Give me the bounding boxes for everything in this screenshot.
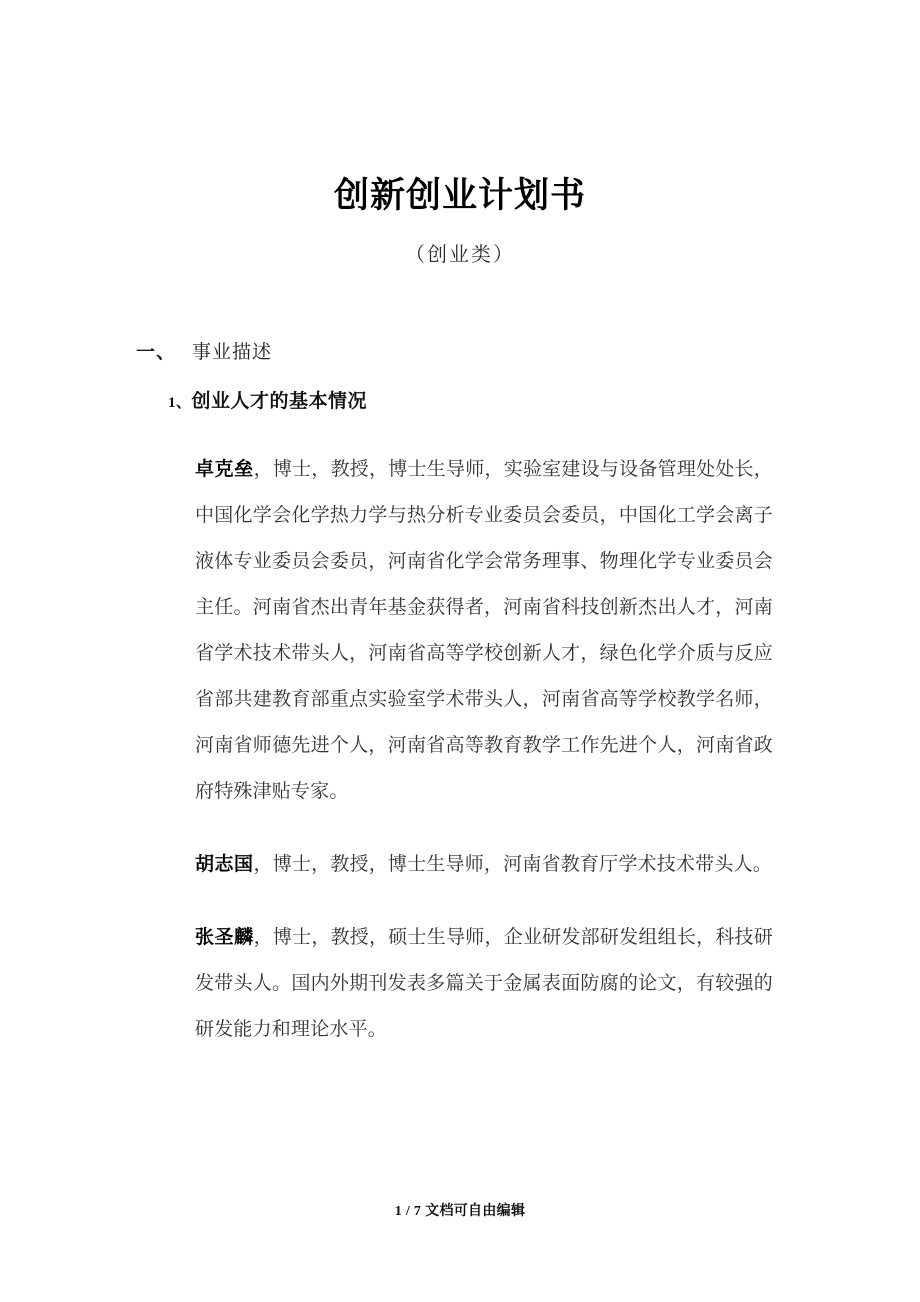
page-title: 创新创业计划书 <box>333 176 586 215</box>
section-number: 一、 <box>136 342 177 363</box>
person-description: ，博士，教授，博士生导师，河南省教育厅学术技术带头人。 <box>253 854 772 875</box>
page-footer <box>0 1200 920 1220</box>
subsection-title: 创业人才的基本情况 <box>191 391 368 412</box>
paragraph-person-3 <box>195 915 773 1053</box>
section-heading-level-2 <box>168 386 367 413</box>
section-heading-level-1 <box>136 337 272 364</box>
section-title: 事业描述 <box>192 342 273 363</box>
person-name: 卓克垒 <box>195 459 254 480</box>
subsection-number: 1、 <box>168 395 192 411</box>
page-subtitle: （创业类） <box>405 244 515 266</box>
person-name: 胡志国 <box>195 854 254 875</box>
person-description: ，博士，教授，硕士生导师，企业研发部研发组组长，科技研发带头人。国内外期刊发表多篇关于金属表面防腐的论文，有较强的研发能力和理论水平。 <box>195 927 773 1040</box>
paragraph-person-2 <box>195 842 773 888</box>
paragraph-person-1 <box>195 447 773 815</box>
person-description: ，博士，教授，博士生导师，实验室建设与设备管理处处长，中国化学会化学热力学与热分析专业委员会委员，中国化工学会离子液体专业委员会委员，河南省化学会常务理事、物理化学专业委员会主任。河南省杰出青年基金获得者，河南省科技创新杰出人才，河南省学术技术带头人，河南省高等学校创新人才，绿色化学介质与反应省部共建教育部重点实验室学术带头人，河南省高等学校教学名师，河南省师德先进个人，河南省高等教育教学工作先进个人，河南省政府特殊津贴专家。 <box>195 459 773 802</box>
person-name: 张圣麟 <box>195 927 254 948</box>
body-text-block <box>195 447 773 1053</box>
page-number: 1 / 7 <box>394 1204 422 1219</box>
footer-note: 文档可自由编辑 <box>425 1204 526 1219</box>
